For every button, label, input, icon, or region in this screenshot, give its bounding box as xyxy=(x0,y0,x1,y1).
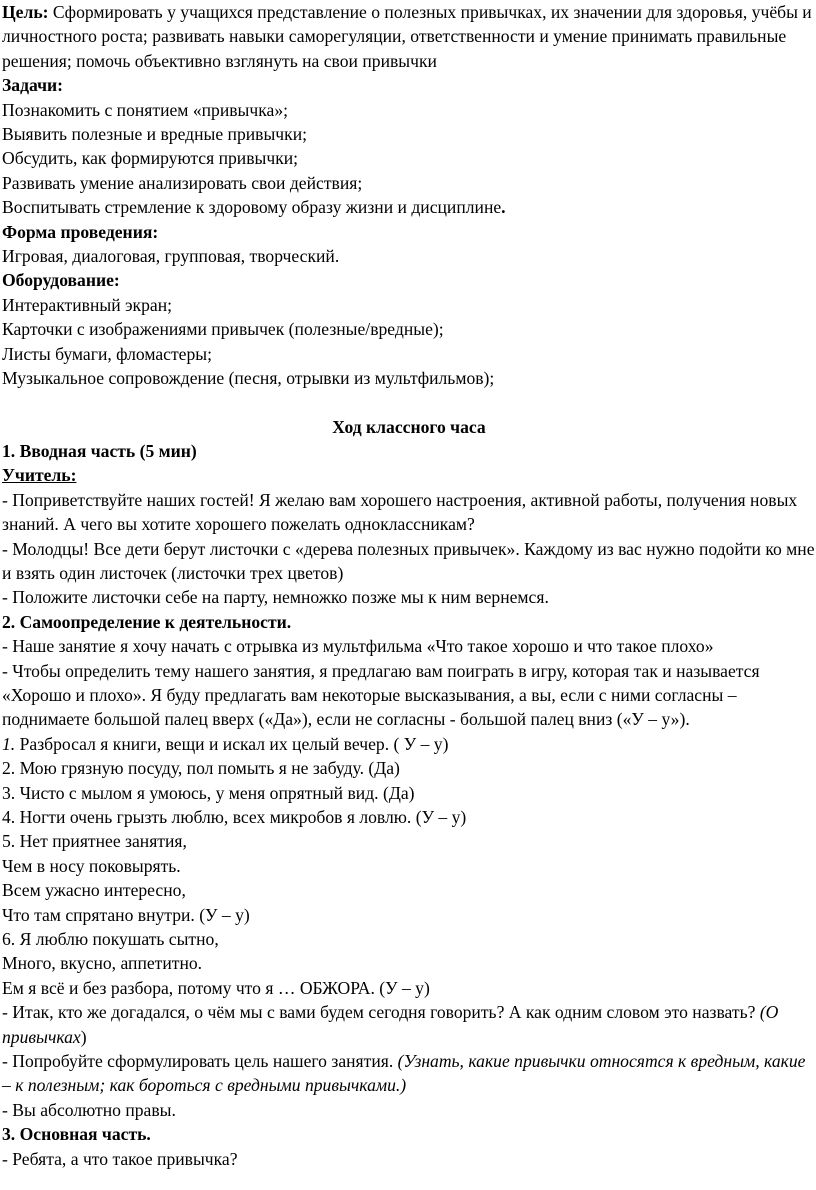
game-item: Чем в носу поковырять. xyxy=(2,855,181,876)
game-item: Всем ужасно интересно, xyxy=(2,880,186,901)
goal-text: Сформировать у учащихся представление о полезных привычках, их значении для здоровья, учёбы и личностного роста; развивать навыки саморегуляции, ответственности и умение принимать правильные решения; помочь объективно взглянуть на свои привычки xyxy=(2,2,812,71)
part1-heading: 1. Вводная часть (5 мин) xyxy=(2,440,197,461)
question-line xyxy=(2,1049,816,1098)
question-answer: (О привычках xyxy=(2,1002,779,1047)
part3-line: - Ребята, а что такое привычка? xyxy=(2,1148,238,1169)
game-item: Что там спрятано внутри. (У – у) xyxy=(2,904,250,925)
question-answer: (Узнать, какие привычки относятся к вредным, какие – к полезным; как бороться с вредными привычками.) xyxy=(2,1051,806,1096)
part2-heading: 2. Самоопределение к деятельности. xyxy=(2,611,292,632)
game-item: Ем я всё и без разбора, потому что я … ОБЖОРА. (У – у) xyxy=(2,977,430,998)
equipment-item: Карточки с изображениями привычек (полезные/вредные); xyxy=(2,319,444,340)
part2-line: - Чтобы определить тему нашего занятия, я предлагаю вам поиграть в игру, которая так и называется «Хорошо и плохо». Я буду предлагать вам некоторые высказывания, а вы, если с ними согласны – поднимаете большой палец вверх («Да»), если не согласны - большой палец вниз («У – у»). xyxy=(2,660,760,730)
game-item-text: Разбросал я книги, вещи и искал их целый вечер. ( У – у) xyxy=(15,733,449,754)
task-item xyxy=(2,195,816,219)
task-item: Познакомить с понятием «привычка»; xyxy=(2,99,289,120)
question-close: ) xyxy=(80,1026,87,1047)
part3-heading: 3. Основная часть. xyxy=(2,1124,151,1145)
task-item-text: Воспитывать стремление к здоровому образу жизни и дисциплине xyxy=(2,197,502,218)
goal-label: Цель: xyxy=(2,2,49,22)
task-item: Выявить полезные и вредные привычки; xyxy=(2,124,308,145)
game-item: 6. Я люблю покушать сытно, xyxy=(2,929,219,950)
form-text: Игровая, диалоговая, групповая, творческий. xyxy=(2,246,340,267)
game-item-number: 1. xyxy=(2,733,16,754)
game-item xyxy=(2,732,816,756)
game-item: 4. Ногти очень грызть люблю, всех микробов я ловлю. (У – у) xyxy=(2,807,467,827)
part1-line: - Молодцы! Все дети берут листочки с «дерева полезных привычек». Каждому из вас нужно подойти ко мне и взять один листочек (листочки трех цветов) xyxy=(2,538,815,583)
question-text: - Итак, кто же догадался, о чём мы с вами будем сегодня говорить? А как одним словом это назвать? xyxy=(2,1002,760,1023)
question-line xyxy=(2,1000,816,1049)
question-text: - Попробуйте сформулировать цель нашего занятия. xyxy=(2,1051,398,1072)
part2-line: - Наше занятие я хочу начать с отрывка из мультфильма «Что такое хорошо и что такое плохо» xyxy=(2,636,714,657)
tasks-heading: Задачи: xyxy=(2,75,63,96)
spacer xyxy=(2,391,816,415)
goal-paragraph xyxy=(2,0,816,73)
equipment-heading: Оборудование: xyxy=(2,270,120,291)
equipment-item: Листы бумаги, фломастеры; xyxy=(2,343,212,364)
part1-line: - Поприветствуйте наших гостей! Я желаю вам хорошего настроения, активной работы, получения новых знаний. А чего вы хотите хорошего пожелать одноклассникам? xyxy=(2,489,798,535)
form-heading: Форма проведения: xyxy=(2,221,159,242)
game-item: Много, вкусно, аппетитно. xyxy=(2,953,203,974)
game-item: 3. Чисто с мылом я умоюсь, у меня опрятный вид. (Да) xyxy=(2,782,415,803)
course-title: Ход классного часа xyxy=(332,416,486,437)
part2-line: - Вы абсолютно правы. xyxy=(2,1099,176,1120)
task-item-period: . xyxy=(501,197,506,218)
part1-line: - Положите листочки себе на парту, немножко позже мы к ним вернемся. xyxy=(2,587,549,608)
teacher-label: Учитель: xyxy=(2,465,77,486)
task-item: Обсудить, как формируются привычки; xyxy=(2,148,299,169)
game-item: 5. Нет приятнее занятия, xyxy=(2,831,187,852)
equipment-item: Музыкальное сопровождение (песня, отрывки из мультфильмов); xyxy=(2,368,495,389)
equipment-item: Интерактивный экран; xyxy=(2,294,173,315)
game-item: 2. Мою грязную посуду, пол помыть я не забуду. (Да) xyxy=(2,758,400,779)
task-item: Развивать умение анализировать свои действия; xyxy=(2,172,363,193)
